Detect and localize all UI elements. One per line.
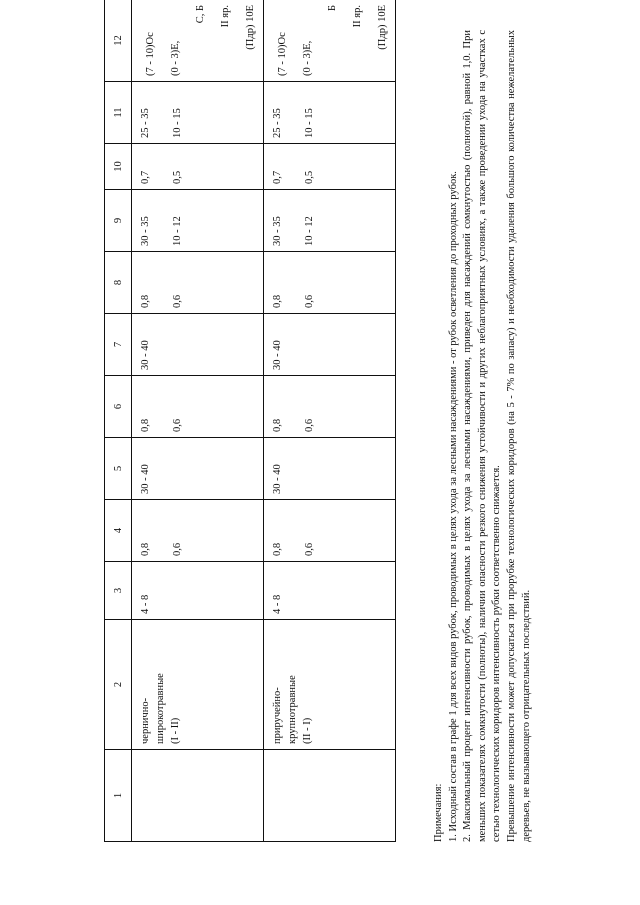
table-cell bbox=[132, 314, 264, 376]
target-composition-cell bbox=[264, 0, 396, 82]
column-number: 5 bbox=[105, 438, 132, 500]
table-cell bbox=[132, 438, 264, 500]
source-composition-cell bbox=[132, 750, 264, 842]
forest-type-cell bbox=[264, 620, 396, 750]
table-cell bbox=[132, 82, 264, 144]
cell-value: 10 - 15 bbox=[172, 108, 183, 138]
thinning-table bbox=[104, 0, 396, 842]
table-cell bbox=[264, 82, 396, 144]
table-cell bbox=[132, 144, 264, 190]
notes-section bbox=[432, 30, 534, 842]
cell-value: II яр. bbox=[220, 5, 231, 28]
header-row bbox=[105, 0, 132, 842]
cell-value: 0,6 bbox=[304, 542, 315, 556]
forest-type-cell bbox=[132, 620, 264, 750]
note-item: 1. Исходный состав в графе 1 для всех видов рубок, проводимых в целях ухода за лесными насаждениями - от рубок осветления до проходных рубок. bbox=[447, 171, 459, 842]
cell-value: 0,8 bbox=[272, 542, 283, 556]
cell-value: 30 - 40 bbox=[140, 464, 151, 494]
column-number: 7 bbox=[105, 314, 132, 376]
cell-value: чернично- bbox=[140, 697, 151, 744]
cell-value: 30 - 40 bbox=[140, 340, 151, 370]
table-cell bbox=[264, 438, 396, 500]
table-cell bbox=[132, 562, 264, 620]
cell-value: 0,6 bbox=[304, 418, 315, 432]
column-number: 10 bbox=[105, 144, 132, 190]
cell-value: 0,7 bbox=[140, 170, 151, 184]
cell-value: 0,6 bbox=[172, 418, 183, 432]
column-number: 3 bbox=[105, 562, 132, 620]
cell-value: 10 - 12 bbox=[172, 216, 183, 246]
cell-value: приручейно- bbox=[272, 687, 283, 744]
table-cell bbox=[264, 252, 396, 314]
cell-value: (0 - 3)Е, bbox=[302, 40, 313, 76]
table-cell bbox=[132, 252, 264, 314]
cell-value: 4 - 8 bbox=[140, 594, 151, 614]
cell-value: 0,7 bbox=[272, 170, 283, 184]
rotated-page bbox=[90, 5, 550, 842]
note-item: Превышение интенсивности может допускаться при прорубке технологических коридоров (на 5 - 7% по запасу) и необходимости удаления большого количества нежелательных деревьев, не вызывающего отрицательных последствий. bbox=[505, 30, 532, 842]
table-row bbox=[264, 0, 396, 842]
cell-value: 10 - 15 bbox=[304, 108, 315, 138]
cell-value: II яр. bbox=[352, 5, 363, 28]
cell-value: (I - II) bbox=[170, 717, 181, 744]
cell-value: (Пдр) 10Е bbox=[245, 5, 256, 50]
cell-value: 0,5 bbox=[172, 170, 183, 184]
source-composition-cell bbox=[264, 750, 396, 842]
cell-value: 0,8 bbox=[140, 542, 151, 556]
table-cell bbox=[132, 500, 264, 562]
cell-value: крупнотравные bbox=[287, 675, 298, 744]
column-number: 11 bbox=[105, 82, 132, 144]
cell-value: 10 - 12 bbox=[304, 216, 315, 246]
table-cell bbox=[264, 314, 396, 376]
table-cell bbox=[132, 190, 264, 252]
table-row bbox=[132, 0, 264, 842]
cell-value: (7 - 10)Ос bbox=[277, 32, 288, 76]
cell-value: 4 - 8 bbox=[272, 594, 283, 614]
notes-title: Примечания: bbox=[433, 783, 444, 842]
cell-value: 25 - 35 bbox=[140, 108, 151, 138]
cell-value: 0,5 bbox=[304, 170, 315, 184]
cell-value: 30 - 40 bbox=[272, 464, 283, 494]
table-cell bbox=[264, 190, 396, 252]
table-cell bbox=[264, 562, 396, 620]
column-number: 8 bbox=[105, 252, 132, 314]
cell-value: 0,8 bbox=[140, 418, 151, 432]
column-number: 6 bbox=[105, 376, 132, 438]
cell-value: 30 - 35 bbox=[272, 216, 283, 246]
column-number: 2 bbox=[105, 620, 132, 750]
cell-value: 30 - 40 bbox=[272, 340, 283, 370]
note-item: 2. Максимальный процент интенсивности рубок, проводимых в целях ухода за лесными насаждениями, приведен для насаждений сомкнутостью (полнотой), равной 1,0. При меньших показателях сомкнутости (полноты), наличии опасности резкого снижения устойчивости и других неблагоприятных условиях, а также проведении ухода на участках с сетью технологических коридоров интенсивность рубки соответственно снижается. bbox=[462, 30, 503, 842]
table-cell bbox=[264, 376, 396, 438]
target-composition-cell bbox=[132, 0, 264, 82]
cell-value: (7 - 10)Ос bbox=[145, 32, 156, 76]
cell-value: Б bbox=[327, 5, 338, 12]
cell-value: 0,8 bbox=[272, 418, 283, 432]
cell-value: широкотравные bbox=[155, 673, 166, 744]
cell-value: 0,6 bbox=[172, 294, 183, 308]
cell-value: 0,6 bbox=[172, 542, 183, 556]
column-number: 1 bbox=[105, 750, 132, 842]
table-cell bbox=[264, 144, 396, 190]
table-cell bbox=[264, 500, 396, 562]
cell-value: 0,8 bbox=[140, 294, 151, 308]
cell-value: (II - I) bbox=[302, 717, 313, 744]
cell-value: (Пдр) 10Е bbox=[377, 5, 388, 50]
cell-value: С, Б bbox=[195, 5, 206, 24]
cell-value: 30 - 35 bbox=[140, 216, 151, 246]
cell-value: 0,6 bbox=[304, 294, 315, 308]
table-cell bbox=[132, 376, 264, 438]
cell-value: 25 - 35 bbox=[272, 108, 283, 138]
cell-value: (0 - 3)Е, bbox=[170, 40, 181, 76]
column-number: 4 bbox=[105, 500, 132, 562]
column-number: 9 bbox=[105, 190, 132, 252]
column-number: 12 bbox=[105, 0, 132, 82]
cell-value: 0,8 bbox=[272, 294, 283, 308]
